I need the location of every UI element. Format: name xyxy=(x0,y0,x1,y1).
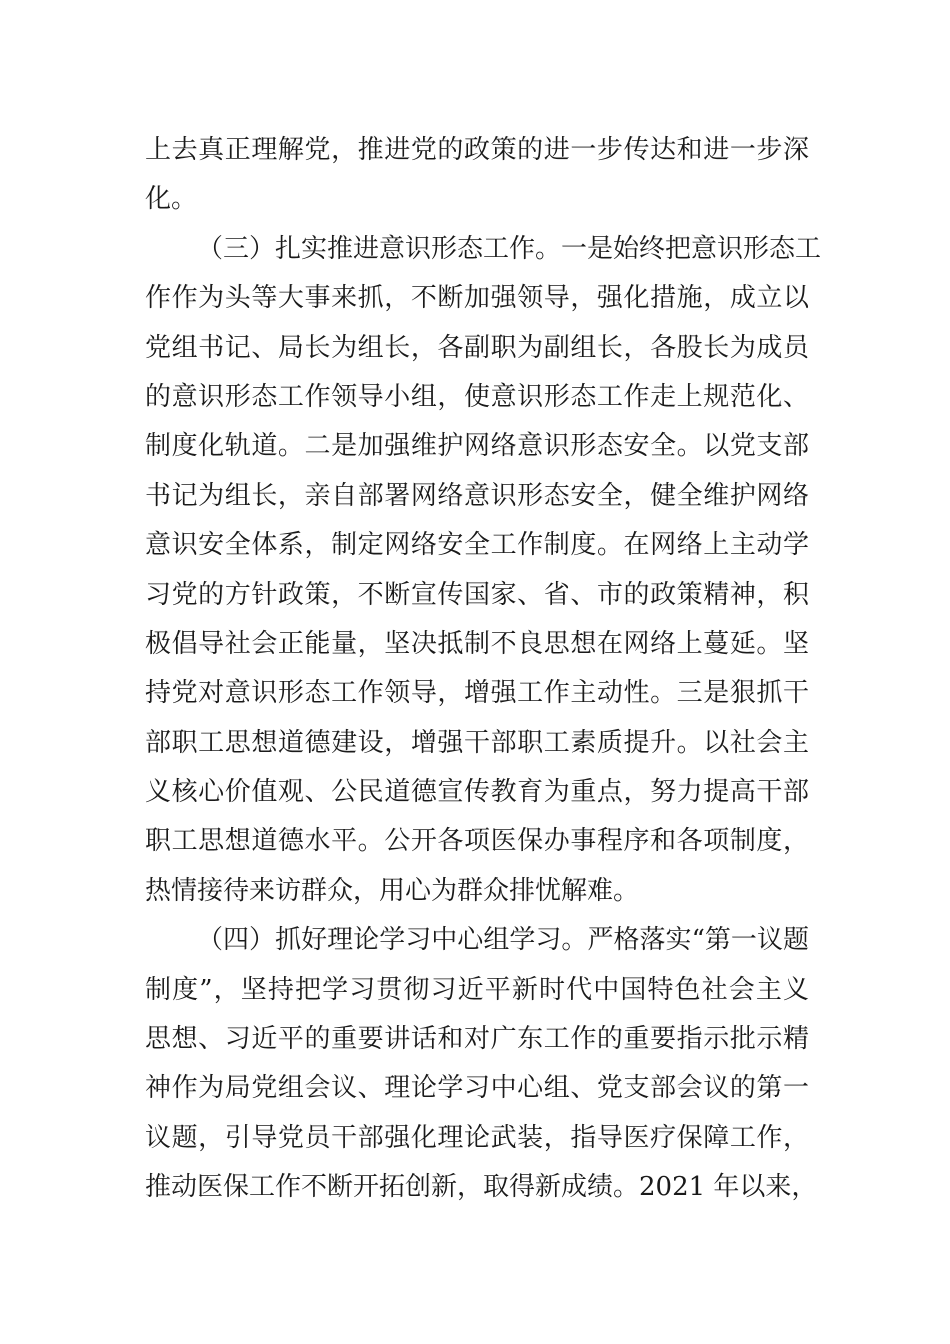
text-line: 化。 xyxy=(145,184,198,215)
text-line: 习党的方针政策，不断宣传国家、省、市的政策精神，积 xyxy=(145,579,809,610)
text-line: 推动医保工作不断开拓创新，取得新成绩。2021 年以来， xyxy=(145,1172,818,1203)
text-line: 极倡导社会正能量，坚决抵制不良思想在网络上蔓延。坚 xyxy=(145,628,809,659)
text-line: 义核心价值观、公民道德宣传教育为重点，努力提高干部 xyxy=(145,777,809,808)
text-line: 热情接待来访群众，用心为群众排忧解难。 xyxy=(145,875,640,906)
text-line: 职工思想道德水平。公开各项医保办事程序和各项制度， xyxy=(145,826,809,857)
text-line: 的意识形态工作领导小组，使意识形态工作走上规范化、 xyxy=(145,381,809,412)
text-line: 思想、习近平的重要讲话和对广东工作的重要指示批示精 xyxy=(145,1024,809,1055)
text-line: 上去真正理解党，推进党的政策的进一步传达和进一步深 xyxy=(145,135,809,165)
text-line: 持党对意识形态工作领导，增强工作主动性。三是狠抓干 xyxy=(145,678,809,709)
text-line: 部职工思想道德建设，增强干部职工素质提升。以社会主 xyxy=(145,727,809,758)
text-line: 神作为局党组会议、理论学习中心组、党支部会议的第一 xyxy=(145,1073,809,1104)
body-text xyxy=(145,126,822,1213)
text-line: 制度”，坚持把学习贯彻习近平新时代中国特色社会主义 xyxy=(145,974,809,1005)
text-line: 制度化轨道。二是加强维护网络意识形态安全。以党支部 xyxy=(145,431,809,462)
text-line: 作作为头等大事来抓，不断加强领导，强化措施，成立以 xyxy=(145,283,809,314)
text-line: 意识安全体系，制定网络安全工作制度。在网络上主动学 xyxy=(145,530,809,561)
text-line: （三）扎实推进意识形态工作。一是始终把意识形态工 xyxy=(197,233,822,264)
text-line: 书记为组长，亲自部署网络意识形态安全，健全维护网络 xyxy=(145,480,809,511)
text-line: 议题，引导党员干部强化理论武装，指导医疗保障工作， xyxy=(145,1122,809,1153)
text-line: 党组书记、局长为组长，各副职为副组长，各股长为成员 xyxy=(145,332,809,363)
text-line: （四）抓好理论学习中心组学习。严格落实“第一议题 xyxy=(197,925,809,956)
